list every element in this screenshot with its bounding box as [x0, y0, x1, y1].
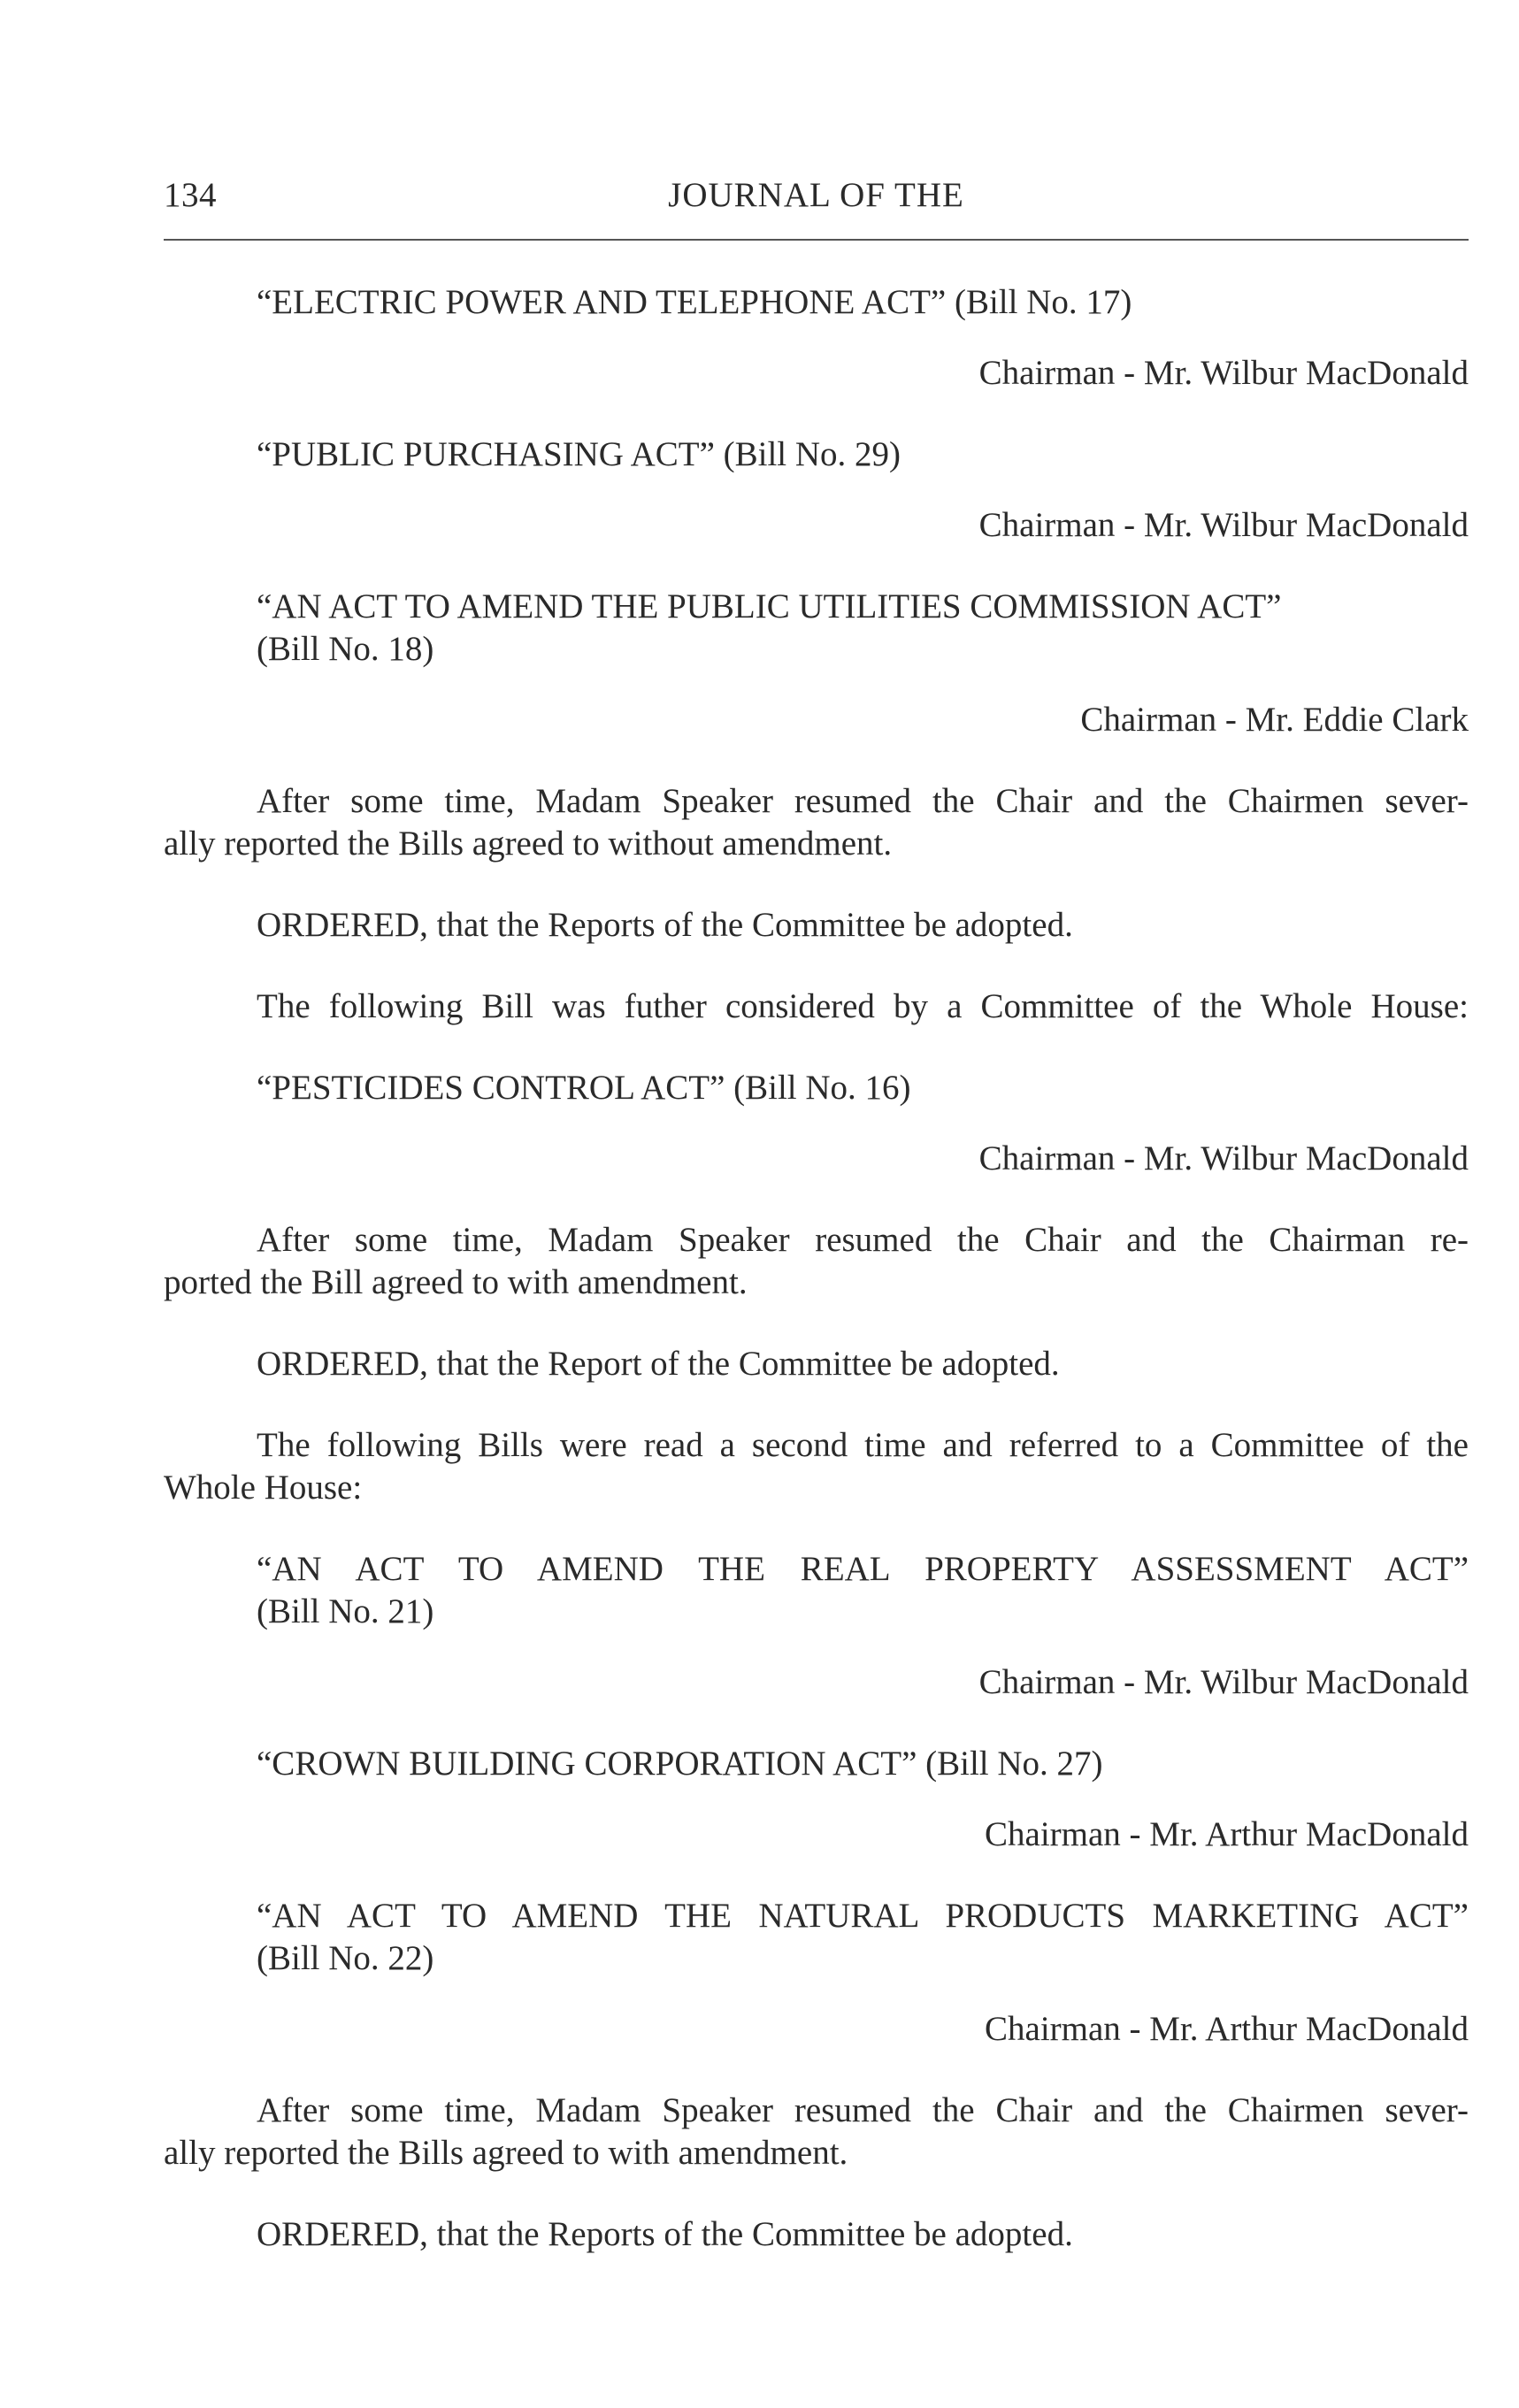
bill-title: “PUBLIC PURCHASING ACT” (Bill No. 29): [257, 435, 901, 473]
bill-chairman: Chairman - Mr. Arthur MacDonald: [985, 1815, 1469, 1853]
bill-number: (Bill No. 22): [257, 1939, 434, 1977]
running-head: JOURNAL OF THE: [668, 176, 964, 214]
paragraph-line: After some time, Madam Speaker resumed the Chair and the Chairman re-: [257, 1221, 1469, 1259]
ordered-resolution: ORDERED, that the Report of the Committee be adopted.: [257, 1345, 1060, 1383]
bill-number: (Bill No. 18): [257, 630, 434, 668]
bill-chairman: Chairman - Mr. Wilbur MacDonald: [978, 1663, 1469, 1701]
bill-chairman: Chairman - Mr. Wilbur MacDonald: [978, 506, 1469, 544]
header-rule: [164, 239, 1469, 241]
paragraph-line: ported the Bill agreed to with amendment.: [164, 1263, 748, 1301]
paragraph-line: ally reported the Bills agreed to without amendment.: [164, 824, 893, 863]
bill-chairman: Chairman - Mr. Wilbur MacDonald: [978, 1139, 1469, 1177]
bill-title: “AN ACT TO AMEND THE NATURAL PRODUCTS MARKETING ACT”: [257, 1897, 1469, 1935]
ordered-resolution: ORDERED, that the Reports of the Committee be adopted.: [257, 906, 1073, 944]
page-header: [164, 175, 1469, 218]
bill-title: “CROWN BUILDING CORPORATION ACT” (Bill No. 27): [257, 1745, 1103, 1783]
paragraph-line: Whole House:: [164, 1469, 363, 1507]
ordered-resolution: ORDERED, that the Reports of the Committee be adopted.: [257, 2215, 1073, 2253]
bill-title: “AN ACT TO AMEND THE PUBLIC UTILITIES COMMISSION ACT”: [257, 587, 1282, 625]
journal-body: [164, 281, 1469, 2256]
bill-title: “ELECTRIC POWER AND TELEPHONE ACT” (Bill No. 17): [257, 283, 1132, 321]
bill-title: “PESTICIDES CONTROL ACT” (Bill No. 16): [257, 1069, 911, 1107]
bill-title: “AN ACT TO AMEND THE REAL PROPERTY ASSESSMENT ACT”: [257, 1550, 1469, 1588]
paragraph-line: The following Bills were read a second time and referred to a Committee of the: [257, 1426, 1469, 1464]
paragraph-line: After some time, Madam Speaker resumed the Chair and the Chairmen sever-: [257, 782, 1469, 820]
bill-chairman: Chairman - Mr. Arthur MacDonald: [985, 2010, 1469, 2048]
bill-number: (Bill No. 21): [257, 1592, 434, 1630]
paragraph-line: The following Bill was futher considered by a Committee of the Whole House:: [257, 987, 1469, 1025]
bill-chairman: Chairman - Mr. Wilbur MacDonald: [978, 354, 1469, 392]
bill-chairman: Chairman - Mr. Eddie Clark: [1080, 701, 1469, 739]
paragraph-line: ally reported the Bills agreed to with amendment.: [164, 2134, 848, 2172]
page-number: 134: [164, 176, 217, 214]
paragraph-line: After some time, Madam Speaker resumed the Chair and the Chairmen sever-: [257, 2091, 1469, 2129]
